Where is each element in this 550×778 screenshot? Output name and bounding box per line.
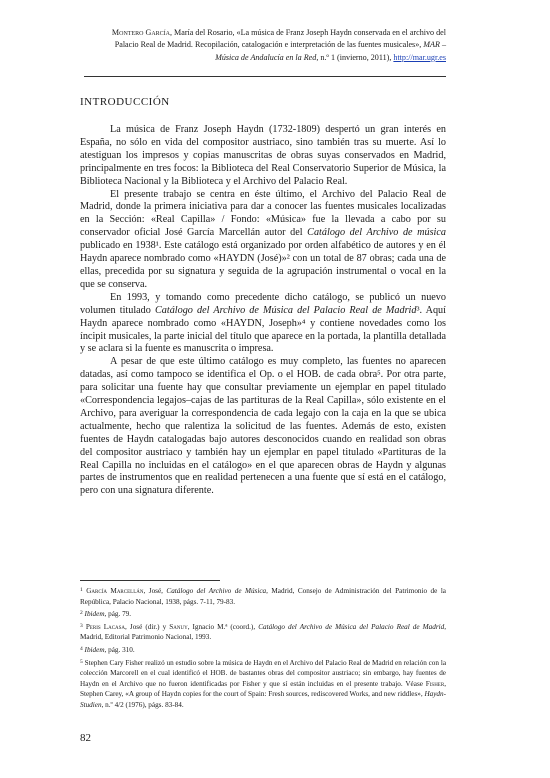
footnote-text: , pág. 79.: [104, 610, 132, 619]
footnote-text: , pág. 310.: [104, 645, 135, 654]
footnote-text: , n.º 4/2 (1976), págs. 83-84.: [101, 700, 184, 709]
header-issue: , n.º 1 (invierno, 2011),: [316, 52, 394, 62]
citation-header: [96, 27, 446, 64]
header-divider: [84, 76, 446, 77]
footnote-author: Peris Lacasa: [85, 622, 126, 631]
footnote-number: 5: [80, 658, 83, 665]
section-title: INTRODUCCIÓN: [80, 96, 170, 108]
footnote-text: , José,: [143, 587, 167, 595]
paragraph-3-title: Catálogo del Archivo de Música del Palacio Real de Madrid: [154, 304, 417, 316]
paragraph-3-text-c: ³. Aquí Haydn aparece nombrado como «HAYDN, Joseph»⁴ y contiene novedades como los íncipit musicales, la parte inicial del título que aparece en la portada, la plantilla detallada y se aclara si la fuente es manuscrita o impresa.: [80, 304, 446, 355]
paragraph-1: La música de Franz Joseph Haydn (1732-1809) despertó un gran interés en España, no sólo en vida del compositor austriaco, sino también tras su muerte. Así lo atestiguan los impresos y copias manuscritas de obras suyas conservados en Madrid, principalmente en tres focos: la Biblioteca del Real Conservatorio Superior de Música, la Biblioteca Nacional y la Biblioteca y el Archivo del Palacio Real.: [80, 124, 446, 187]
footnote-2: [80, 608, 446, 620]
paragraph-2: [80, 189, 446, 292]
footnote-text: , Madrid, Editorial Patrimonio Nacional, 1993.: [80, 622, 446, 642]
footnote-3: [80, 621, 446, 643]
footnote-divider: [80, 580, 220, 581]
header-author: Montero García: [111, 28, 170, 37]
footnote-1: [80, 585, 446, 607]
paragraph-2-text-a: El presente trabajo se centra en éste último, el Archivo del Palacio Real de Madrid, donde la primera iniciativa para dar a conocer las fuentes musicales localizadas en la Sección: «Real Capilla» / Fondo: «Música» fue la llevada a cabo por su conservador oficial José García Marcellán autor del: [80, 188, 446, 239]
footnote-title: Catálogo del Archivo de Música del Palacio Real de Madrid: [258, 622, 445, 631]
footnote-5: [80, 657, 446, 711]
footnote-title: Catálogo del Archivo de Música: [166, 587, 267, 595]
page-number: 82: [80, 732, 91, 744]
paragraph-2-text-c: publicado en 1938¹. Este catálogo está organizado por orden alfabético de autores y en él Haydn aparece nombrado como «HAYDN (José)»² con un total de 87 obras; cada una de ellas, precedida por su signatura y seguida de la agrupación instrumental o vocal en la que se conserva.: [80, 240, 446, 290]
body-text: [80, 124, 446, 498]
header-url-link[interactable]: http://mar.ugr.es: [393, 52, 446, 62]
footnote-title: Ibidem: [84, 610, 105, 619]
footnote-text: Stephen Cary Fisher realizó un estudio sobre la música de Haydn en el Archivo del Palacio Real de Madrid en relación con la colección Marcorell en el cual identificó el HOB. de bastantes obras del compositor austriaco; sin embargo, hay fuentes de Haydn en el Archivo que no fueron identificadas por Fisher y que sí están incluidas en el presente trabajo. Véase: [80, 658, 447, 688]
footnote-author: Sanuy: [169, 622, 188, 631]
footnote-text: , Madrid, Consejo de Administración del Patrimonio de la República, Palacio Nacional, 1938, págs. 7-11, 79-83.: [80, 587, 446, 606]
footnote-author: Fisher: [425, 679, 445, 688]
footnote-number: 1: [80, 587, 83, 593]
footnote-4: [80, 644, 446, 656]
paragraph-3-text-a: En 1993, y tomando como precedente dicho catálogo, se publicó un nuevo volumen titulado: [80, 291, 446, 316]
footnote-text: , José (dir.) y: [125, 622, 170, 631]
footnotes: [80, 585, 446, 712]
footnote-title: Ibidem: [84, 645, 105, 654]
header-journal: MAR – Música de Andalucía en la Red: [215, 40, 446, 62]
footnote-number: 4: [80, 645, 83, 652]
footnote-number: 2: [80, 610, 83, 617]
footnote-text: , Stephen Carey, «A group of Haydn copies for the court of Spain: Fresh sources, rediscovered Works, and new riddles»,: [80, 679, 446, 699]
header-citation-text: , María del Rosario, «La música de Franz Joseph Haydn conservada en el archivo del Palacio Real de Madrid. Recopilación, catalogación e interpretación de las fuentes musicales»,: [114, 28, 446, 50]
paragraph-2-title: Catálogo del Archivo de música: [307, 227, 446, 239]
paragraph-4: A pesar de que este último catálogo es muy completo, las fuentes no aparecen datadas, así como tampoco se identifica el Op. o el HOB. de cada obra⁵. Por otra parte, para solicitar una fuente hay que consultar previamente un ejemplar en papel titulado «Correspondencia legajos–cajas de las partituras de la Real Capilla», sólo existente en el Archivo, para averiguar la correspondencia de cada legajo con la caja en la que se ubica actualmente, hecho que ralentiza la solicitud de las fuentes. Además de esto, existen fuentes de Haydn catalogadas bajo autores desconocidos cuando en realidad son obras del compositor austriaco y también hay un ejemplar en papel titulado «Partituras de la Real Capilla no incluidas en el catálogo» en el que aparecen obras de Haydn y algunas partes de instrumentos que en realidad pertenecen a una fuente que sí está en el catálogo, pero con una signatura diferente.: [80, 356, 446, 497]
footnote-text: , Ignacio M.ª (coord.),: [187, 622, 259, 631]
footnote-title: Haydn-Studien: [80, 690, 446, 709]
paragraph-3: [80, 292, 446, 357]
footnote-author: García Marcellán: [86, 587, 144, 595]
footnote-number: 3: [80, 622, 83, 629]
